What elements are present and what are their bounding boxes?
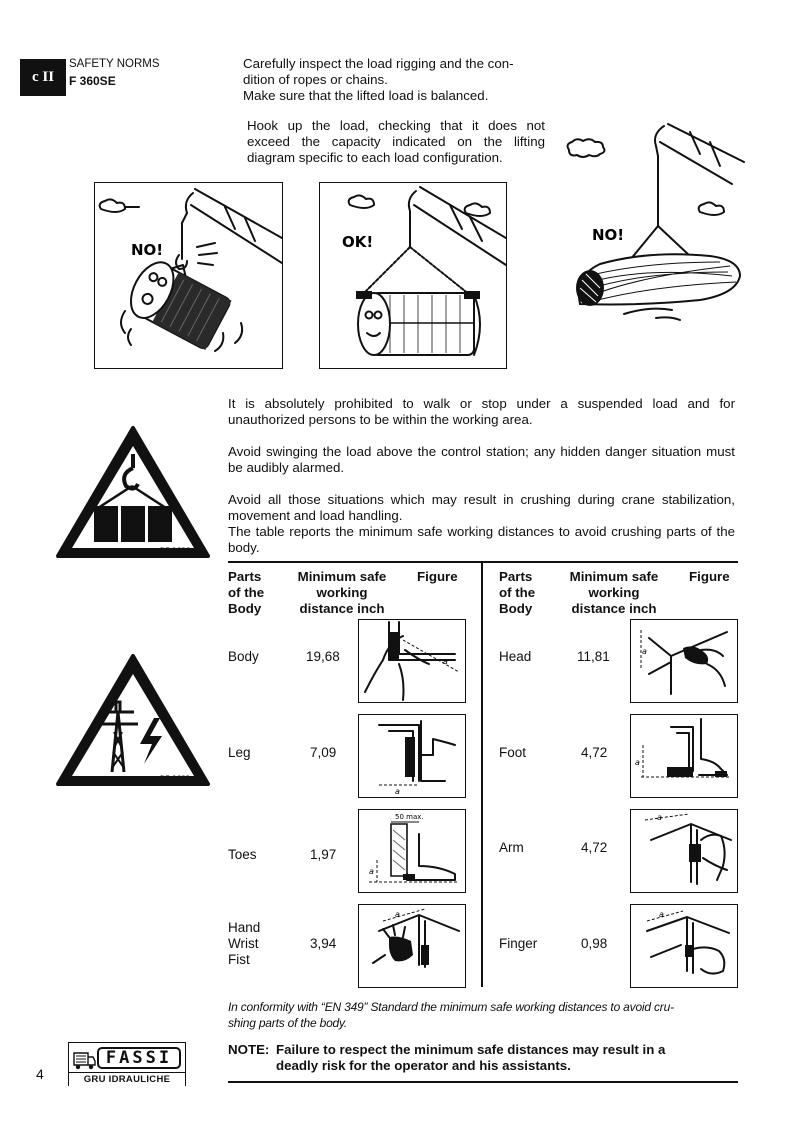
svg-text:a: a — [642, 647, 647, 656]
logo-subtitle: GRU IDRAULICHE — [69, 1072, 185, 1086]
table-row-distance: 0,98 — [581, 936, 608, 951]
footer-rule — [228, 1081, 738, 1083]
safety-paragraph-2: Avoid swinging the load above the control station; any hidden danger situation must be audibly alarmed. — [228, 444, 735, 475]
svg-text:a: a — [395, 787, 400, 796]
sign-code: DE 1683 — [160, 774, 191, 782]
electrical-hazard-warning-icon — [54, 652, 212, 788]
table-row-toes-part: Toes — [228, 847, 257, 862]
table-row-distance: 3,94 — [310, 936, 337, 951]
figure-foot — [630, 714, 738, 798]
model-name: F 360SE — [69, 74, 116, 88]
logo-wordmark: FASSI — [97, 1047, 181, 1069]
svg-text:a: a — [659, 910, 664, 919]
figure-body — [358, 619, 466, 703]
figure-hand — [358, 904, 466, 988]
svg-text:a: a — [369, 867, 374, 876]
ok-label: OK! — [342, 233, 374, 251]
figure-arm — [630, 809, 738, 893]
table-row-distance: 1,97 — [310, 847, 337, 862]
table-row-distance: 11,81 — [577, 649, 610, 664]
table-row-distance: 4,72 — [581, 745, 608, 760]
table-row-distance: 19,68 — [306, 649, 340, 664]
table-row-head-part: Head — [499, 649, 532, 664]
truck-icon — [72, 1049, 96, 1071]
section-code: c II — [31, 69, 55, 85]
no-label: NO! — [131, 241, 164, 259]
header-parts: Parts of the Body — [228, 569, 265, 616]
illustration-unbalanced-drum — [94, 182, 283, 369]
suspended-load-warning-icon — [54, 424, 212, 560]
header-distance: Minimum safe working distance inch — [569, 569, 659, 616]
figure-leg — [358, 714, 466, 798]
safety-paragraph-1: It is absolutely prohibited to walk or stop under a suspended load and for unauthorized persons to be within the working area. — [228, 396, 735, 427]
section-title: SAFETY NORMS — [69, 58, 160, 70]
table-row-foot-part: Foot — [499, 745, 527, 760]
toes-note: 50 max. — [395, 813, 424, 821]
intro-paragraph-2: Hook up the load, checking that it does not exceed the capacity indicated on the lifting diagram specific to each load configuration. — [247, 118, 545, 165]
table-column-divider — [481, 561, 483, 987]
header-figure: Figure — [689, 569, 730, 584]
conformity-note: In conformity with “EN 349” Standard the minimum safe working distances to avoid cru- shing parts of the body. — [228, 1000, 674, 1030]
svg-text:a: a — [395, 910, 400, 919]
safety-paragraph-4: The table reports the minimum safe working distances to avoid crushing parts of the body. — [228, 524, 735, 555]
note-text: Failure to respect the minimum safe distances may result in a deadly risk for the operator and his assistants. — [276, 1042, 666, 1073]
page-number: 4 — [36, 1066, 44, 1082]
sign-code: DE 1686 — [160, 546, 191, 554]
table-row-hand-part: Hand Wrist Fist — [228, 920, 261, 967]
header-distance: Minimum safe working distance inch — [297, 569, 387, 616]
table-row-leg-part: Leg — [228, 745, 251, 760]
intro-paragraph-1: Carefully inspect the load rigging and the con- dition of ropes or chains. Make sure that the lifted load is balanced. — [243, 56, 514, 103]
illustration-balanced-drum — [319, 182, 507, 369]
figure-head — [630, 619, 738, 703]
figure-finger — [630, 904, 738, 988]
fassi-logo — [68, 1042, 186, 1086]
svg-text:a: a — [635, 758, 640, 767]
illustration-unbalanced-bundle — [560, 96, 770, 326]
table-row-distance: 7,09 — [310, 745, 337, 760]
section-badge — [20, 59, 66, 96]
table-row-distance: 4,72 — [581, 840, 608, 855]
table-row-finger-part: Finger — [499, 936, 538, 951]
table-row-body-part: Body — [228, 649, 259, 664]
note-label: NOTE: — [228, 1042, 270, 1057]
svg-text:a: a — [657, 813, 662, 822]
table-row-arm-part: Arm — [499, 840, 524, 855]
header-figure: Figure — [417, 569, 458, 584]
header-parts: Parts of the Body — [499, 569, 536, 616]
safety-text — [228, 396, 735, 556]
table-top-rule — [228, 561, 738, 563]
figure-toes — [358, 809, 466, 893]
safety-paragraph-3: Avoid all those situations which may result in crushing during crane stabilization, movement and load handling. — [228, 492, 735, 523]
no-label: NO! — [592, 226, 625, 244]
svg-text:a: a — [443, 657, 448, 666]
